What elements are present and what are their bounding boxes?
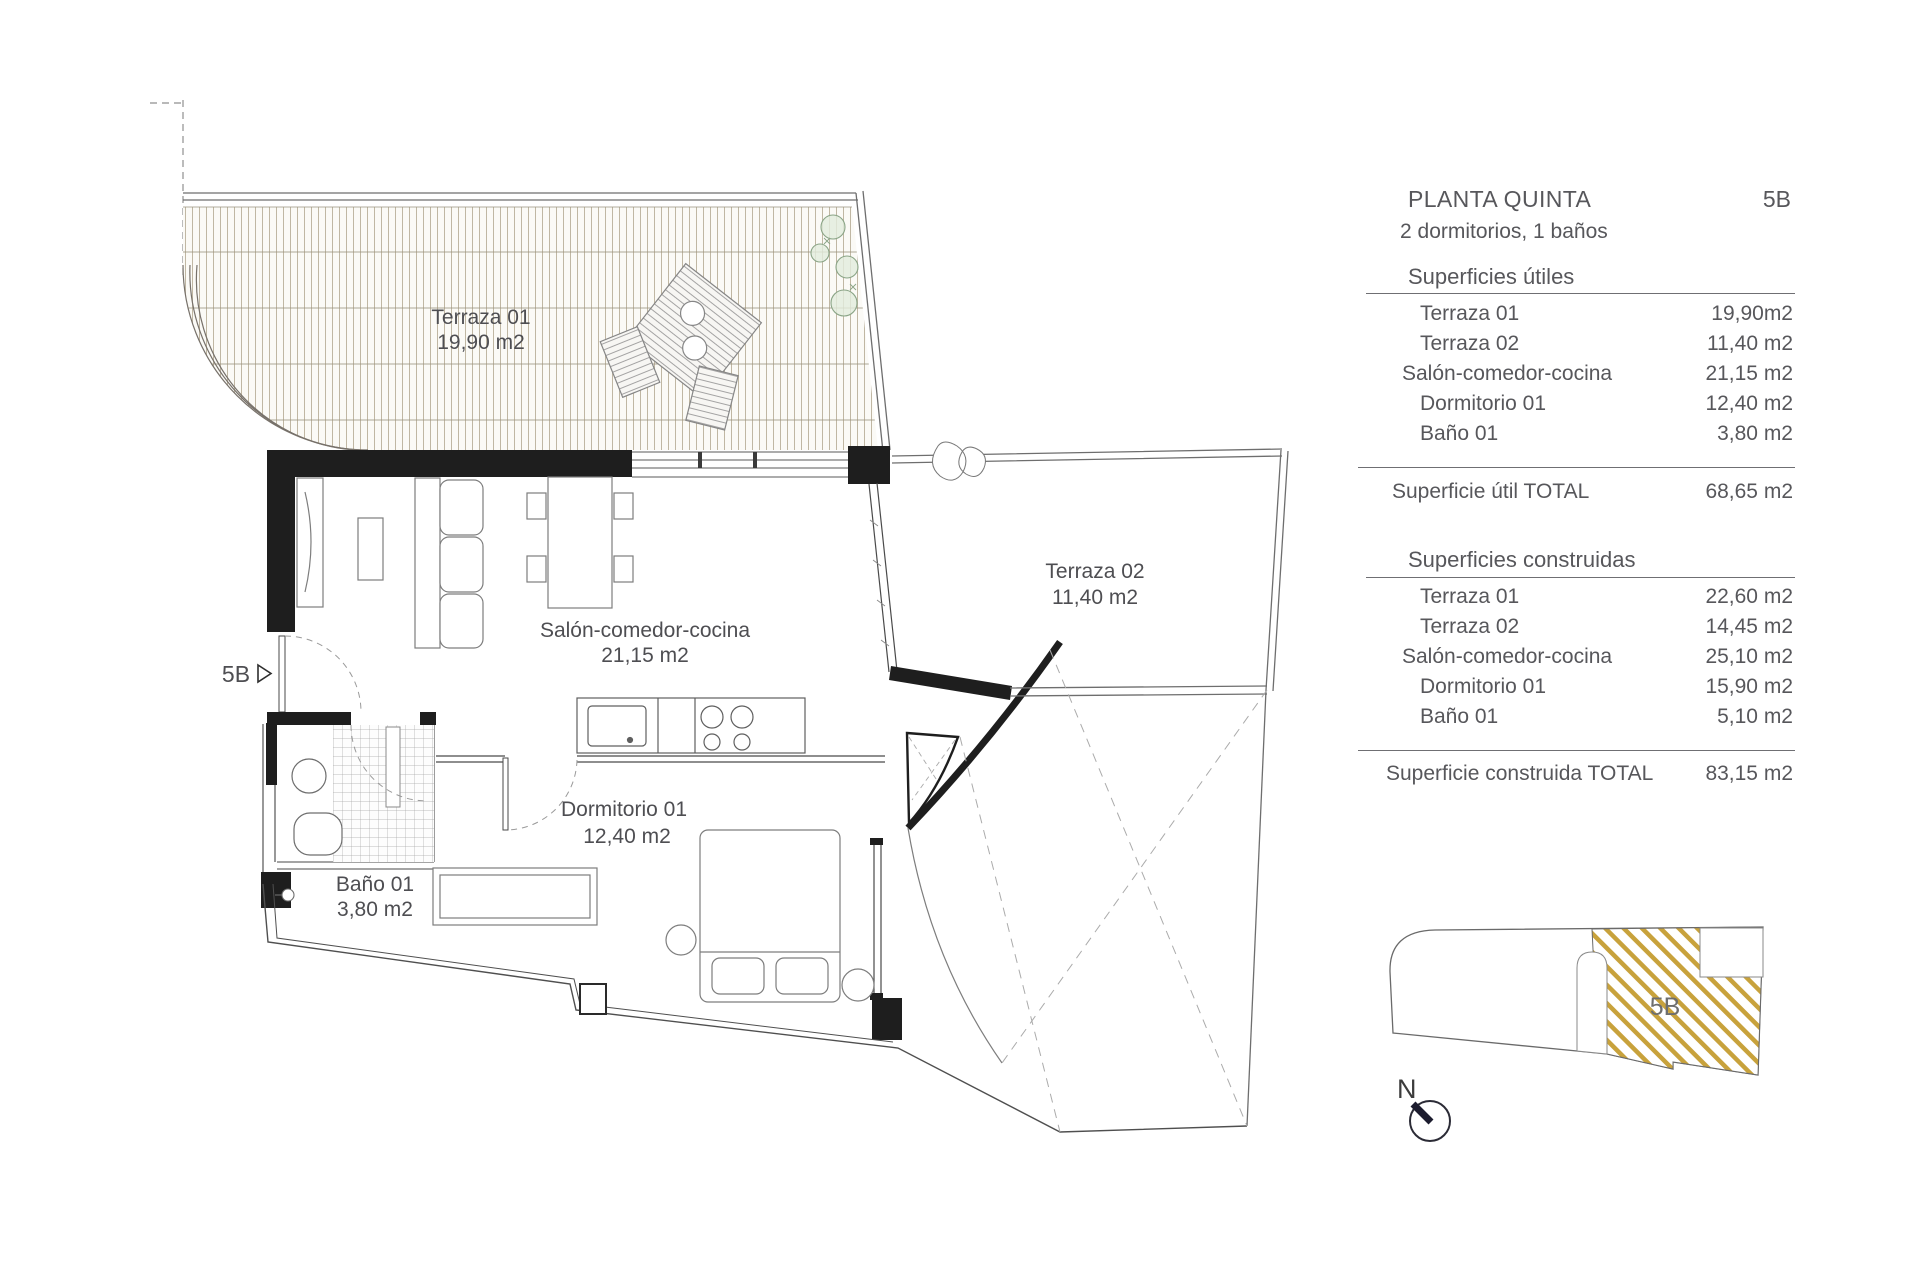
north-compass-icon [1397, 1074, 1450, 1141]
dormitorio-label: Dormitorio 01 [560, 798, 688, 821]
useful-underline [1366, 293, 1795, 294]
toilet-icon [294, 813, 342, 855]
locator-unit-label: 5B [1649, 993, 1681, 1021]
entry-marker [222, 661, 271, 687]
dormitorio-area: 12,40 m2 [583, 825, 671, 848]
building-locator [1370, 915, 1800, 1165]
tv-cabinet [297, 478, 323, 607]
boundary-dashed-line [150, 100, 183, 278]
built-total-row: Superficie construida TOTAL 83,15 m2 [1386, 762, 1793, 785]
panel-title: PLANTA QUINTA [1408, 186, 1592, 212]
sofa [415, 478, 483, 648]
salon-area: 21,15 m2 [601, 644, 689, 667]
useful-row: Terraza 02 11,40 m2 [1420, 332, 1793, 355]
built-header: Superficies construidas [1408, 547, 1636, 572]
terraza-01-label: Terraza 01 [431, 306, 531, 329]
bano-area: 3,80 m2 [337, 898, 413, 921]
outdoor-dashed-zone [908, 650, 1267, 1132]
stool [842, 969, 874, 1001]
built-row: Terraza 02 14,45 m2 [1420, 615, 1793, 638]
entry-arrow-icon [258, 665, 271, 682]
useful-row: Terraza 01 19,90m2 [1420, 302, 1793, 325]
plant-icon [932, 442, 985, 480]
locator-patio-slot [1577, 952, 1607, 1054]
bedroom-furniture [433, 830, 874, 1002]
built-row: Salón-comedor-cocina 25,10 m2 [1402, 645, 1793, 668]
useful-row: Salón-comedor-cocina 21,15 m2 [1402, 362, 1793, 385]
terraza-02-label: Terraza 02 [1045, 560, 1145, 583]
built-underline [1366, 577, 1795, 578]
bano-label: Baño 01 [335, 873, 415, 896]
bathroom-sink-icon [292, 759, 326, 793]
locator-notch [1700, 928, 1763, 977]
kitchen-counter [577, 698, 805, 753]
coffee-table [358, 518, 383, 580]
salon-label: Salón-comedor-cocina [539, 619, 751, 642]
dining-table-set [527, 477, 633, 608]
built-row: Terraza 01 22,60 m2 [1420, 585, 1793, 608]
bed [700, 830, 840, 1002]
built-total-line [1358, 750, 1795, 751]
panel-subtitle: 2 dormitorios, 1 baños [1400, 220, 1608, 243]
useful-row: Baño 01 3,80 m2 [1420, 422, 1793, 445]
useful-header: Superficies útiles [1408, 264, 1575, 289]
useful-row: Dormitorio 01 12,40 m2 [1420, 392, 1793, 415]
svg-text:5B: 5B [221, 661, 251, 687]
terraza-02-area: 11,40 m2 [1052, 586, 1138, 609]
svg-text:N: N [1397, 1074, 1417, 1104]
kitchen-sink-icon [588, 706, 646, 746]
built-row: Dormitorio 01 15,90 m2 [1420, 675, 1793, 698]
useful-total-line [1358, 467, 1795, 468]
built-row: Baño 01 5,10 m2 [1420, 705, 1793, 728]
terraza-01-area: 19,90 m2 [437, 331, 525, 354]
useful-total-row: Superficie útil TOTAL 68,65 m2 [1392, 480, 1793, 503]
panel-unit: 5B [1762, 186, 1791, 212]
stool [666, 925, 696, 955]
